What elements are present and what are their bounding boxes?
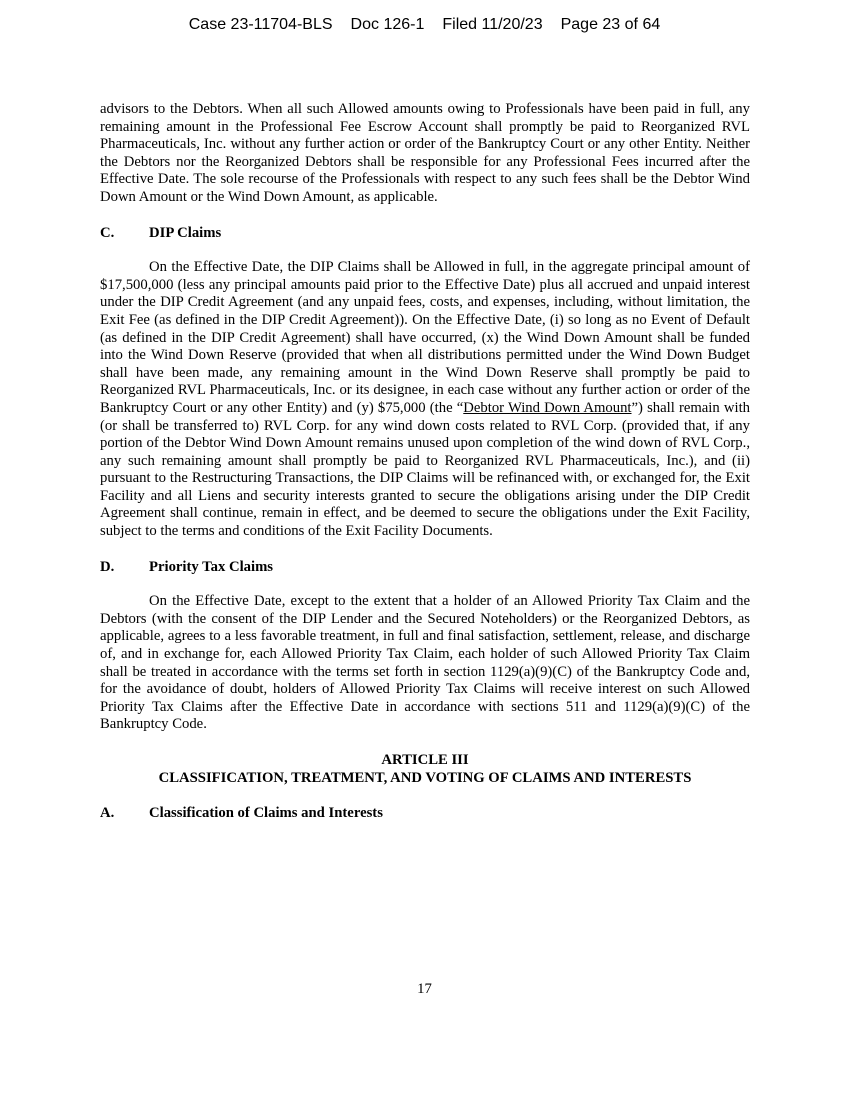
defined-term: Debtor Wind Down Amount <box>463 399 632 416</box>
document-body <box>100 101 750 823</box>
section-a-heading <box>100 805 750 823</box>
section-c-number: C. <box>100 224 115 241</box>
case-number: Case 23-11704-BLS <box>188 16 333 33</box>
page-header <box>0 16 849 34</box>
article-title: CLASSIFICATION, TREATMENT, AND VOTING OF CLAIMS AND INTERESTS <box>158 769 692 786</box>
article-number: ARTICLE III <box>381 752 469 768</box>
section-c-text-before: On the Effective Date, the DIP Claims shall be Allowed in full, in the aggregate principal amount of $17,500,000 (less any principal amounts paid prior to the Effective Date) plus all accrued and unpaid interest under the DIP Credit Agreement (and any unpaid fees, costs, and expenses, including, without limitation, the Exit Fee (as defined in the DIP Credit Agreement)). On the Effective Date, (i) so long as no Event of Default (as defined in the DIP Credit Agreement) shall have occurred, (x) the Wind Down Amount shall be funded into the Wind Down Reserve (provided that when all distributions permitted under the Wind Down Budget shall have been made, any remaining amount in the Wind Down Reserve shall promptly be paid to Reorganized RVL Pharmaceuticals, Inc. or its designee, in each case without any further action or order of the Bankruptcy Court or any other Entity) and (y) $75,000 (the “ <box>100 259 750 416</box>
doc-number: Doc 126-1 <box>350 16 425 33</box>
section-c-heading <box>100 225 750 243</box>
page-indicator: Page 23 of 64 <box>560 16 661 33</box>
section-a-number: A. <box>100 805 115 822</box>
section-c-title: DIP Claims <box>149 224 222 241</box>
page-number: 17 <box>417 981 432 997</box>
section-c-text-after: ”) shall remain with (or shall be transferred to) RVL Corp. for any wind down costs related to RVL Corp. (provided that, if any portion of the Debtor Wind Down Amount remains unused upon completion of the wind down of RVL Corp., any such remaining amount shall promptly be paid to Reorganized RVL Pharmaceuticals, Inc.), and (ii) pursuant to the Restructuring Transactions, the DIP Claims will be refinanced with, or exchanged for, the Exit Facility and all Liens and security interests granted to secure the obligations arising under the DIP Credit Agreement shall continue, remain in effect, and be deemed to secure the obligations under the Exit Facility, subject to the terms and conditions of the Exit Facility Documents. <box>100 399 750 540</box>
section-a-title: Classification of Claims and Interests <box>149 805 383 822</box>
section-d-paragraph: On the Effective Date, except to the extent that a holder of an Allowed Priority Tax Claim and the Debtors (with the consent of the DIP Lender and the Secured Noteholders) or the Reorganized Debtors, as applicable, agrees to a less favorable treatment, in full and final satisfaction, settlement, release, and discharge of, and in exchange for, each Allowed Priority Tax Claim, each holder of such Allowed Priority Tax Claim shall be treated in accordance with the terms set forth in section 1129(a)(9)(C) of the Bankruptcy Code and, for the avoidance of doubt, holders of Allowed Priority Tax Claims will receive interest on such Allowed Priority Tax Claims after the Effective Date in accordance with sections 511 and 1129(a)(9)(C) of the Bankruptcy Code. <box>100 593 750 733</box>
article-heading <box>100 752 750 787</box>
section-d-heading <box>100 559 750 577</box>
section-d-number: D. <box>100 558 115 575</box>
section-d-title: Priority Tax Claims <box>149 558 274 575</box>
section-c-paragraph <box>100 259 750 541</box>
filed-date: Filed 11/20/23 <box>442 16 543 33</box>
intro-paragraph: advisors to the Debtors. When all such Allowed amounts owing to Professionals have been paid in full, any remaining amount in the Professional Fee Escrow Account shall promptly be paid to Reorganized RVL Pharmaceuticals, Inc. without any further action or order of the Bankruptcy Court or any other Entity. Neither the Debtors nor the Reorganized Debtors shall be responsible for any Professional Fees incurred after the Effective Date. The sole recourse of the Professionals with respect to any such fees shall be the Debtor Wind Down Amount or the Wind Down Amount, as applicable. <box>100 101 750 205</box>
